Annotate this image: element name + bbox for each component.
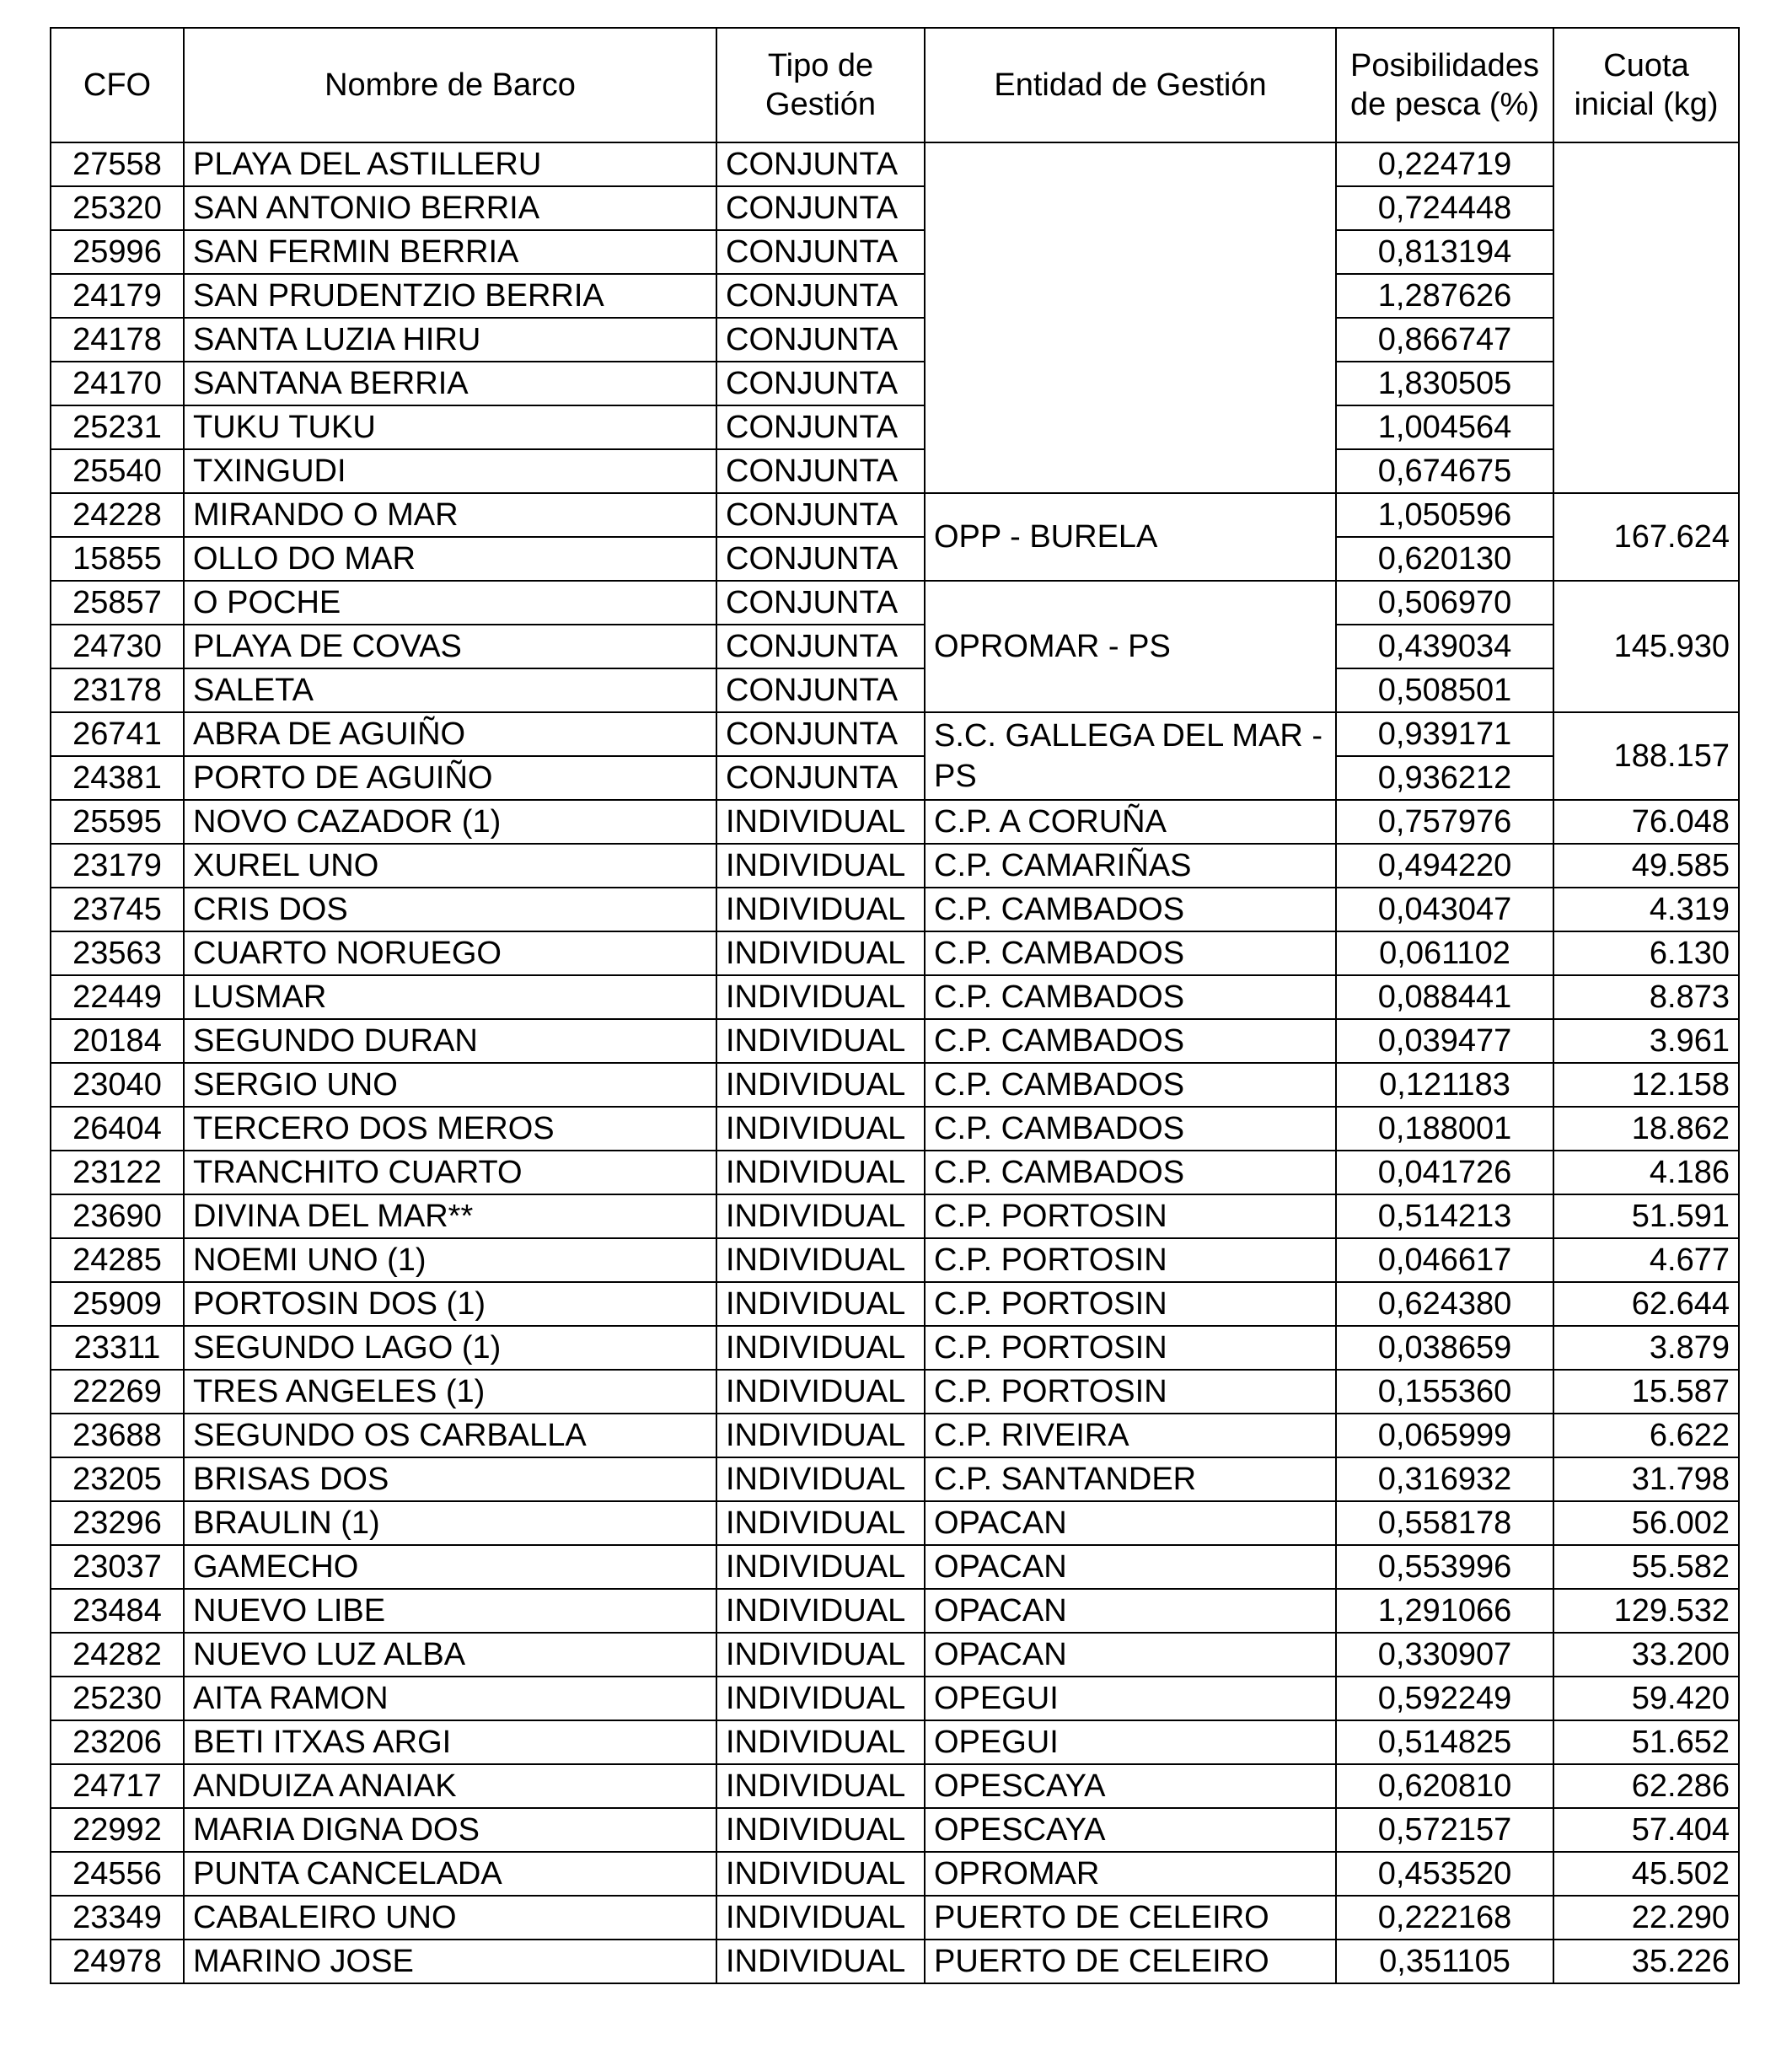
- management-type-cell: INDIVIDUAL: [716, 1414, 925, 1457]
- cfo-cell: 23179: [51, 844, 184, 888]
- vessel-name-cell: SAN PRUDENTZIO BERRIA: [184, 274, 716, 318]
- initial-quota-cell: 18.862: [1553, 1107, 1739, 1151]
- initial-quota-cell: 57.404: [1553, 1808, 1739, 1852]
- vessel-name-cell: MARINO JOSE: [184, 1940, 716, 1983]
- fishing-share-cell: 0,620130: [1336, 537, 1553, 581]
- table-row: [51, 1282, 1739, 1326]
- fishing-share-cell: 0,514213: [1336, 1194, 1553, 1238]
- vessel-name-cell: AITA RAMON: [184, 1677, 716, 1720]
- fishing-share-cell: 0,043047: [1336, 888, 1553, 931]
- fishing-share-cell: 0,330907: [1336, 1633, 1553, 1677]
- fishing-share-cell: 0,624380: [1336, 1282, 1553, 1326]
- cfo-cell: 26741: [51, 712, 184, 756]
- cfo-cell: 23349: [51, 1896, 184, 1940]
- management-type-cell: CONJUNTA: [716, 142, 925, 186]
- vessel-name-cell: PORTOSIN DOS (1): [184, 1282, 716, 1326]
- management-entity-cell: OPROMAR - PS: [925, 581, 1336, 712]
- table-row: [51, 1151, 1739, 1194]
- table-row: [51, 186, 1739, 230]
- management-entity-cell: OPROMAR: [925, 1852, 1336, 1896]
- initial-quota-cell: 56.002: [1553, 1501, 1739, 1545]
- management-type-cell: INDIVIDUAL: [716, 1720, 925, 1764]
- vessel-name-cell: PORTO DE AGUIÑO: [184, 756, 716, 800]
- table-row: [51, 581, 1739, 625]
- initial-quota-cell: 55.582: [1553, 1545, 1739, 1589]
- cfo-cell: 22449: [51, 975, 184, 1019]
- management-type-cell: CONJUNTA: [716, 230, 925, 274]
- fishing-share-cell: 0,316932: [1336, 1457, 1553, 1501]
- initial-quota-cell: 8.873: [1553, 975, 1739, 1019]
- management-entity-cell: S.C. GALLEGA DEL MAR - PS: [925, 712, 1336, 800]
- vessel-name-cell: SAN FERMIN BERRIA: [184, 230, 716, 274]
- initial-quota-cell: 15.587: [1553, 1370, 1739, 1414]
- cfo-cell: 25857: [51, 581, 184, 625]
- cfo-cell: 23484: [51, 1589, 184, 1633]
- table-row: [51, 844, 1739, 888]
- vessel-name-cell: NOVO CAZADOR (1): [184, 800, 716, 844]
- initial-quota-cell: 33.200: [1553, 1633, 1739, 1677]
- cfo-cell: 26404: [51, 1107, 184, 1151]
- fishing-share-cell: 0,866747: [1336, 318, 1553, 362]
- management-type-cell: INDIVIDUAL: [716, 975, 925, 1019]
- vessel-name-cell: SERGIO UNO: [184, 1063, 716, 1107]
- initial-quota-cell: 3.879: [1553, 1326, 1739, 1370]
- fishing-share-cell: 0,592249: [1336, 1677, 1553, 1720]
- fishing-share-cell: 0,620810: [1336, 1764, 1553, 1808]
- vessel-name-cell: ABRA DE AGUIÑO: [184, 712, 716, 756]
- initial-quota-cell: 62.644: [1553, 1282, 1739, 1326]
- management-entity-cell: C.P. RIVEIRA: [925, 1414, 1336, 1457]
- cfo-cell: 23296: [51, 1501, 184, 1545]
- fishing-share-cell: 1,291066: [1336, 1589, 1553, 1633]
- management-entity-cell: OPACAN: [925, 1633, 1336, 1677]
- fishing-share-cell: 0,121183: [1336, 1063, 1553, 1107]
- cfo-cell: 24228: [51, 493, 184, 537]
- vessel-name-cell: SANTANA BERRIA: [184, 362, 716, 405]
- table-row: [51, 274, 1739, 318]
- table-row: [51, 1414, 1739, 1457]
- cfo-cell: 23122: [51, 1151, 184, 1194]
- management-type-cell: CONJUNTA: [716, 449, 925, 493]
- fishing-share-cell: 1,050596: [1336, 493, 1553, 537]
- management-type-cell: INDIVIDUAL: [716, 1764, 925, 1808]
- management-type-cell: CONJUNTA: [716, 625, 925, 668]
- fishing-share-cell: 0,155360: [1336, 1370, 1553, 1414]
- management-type-cell: CONJUNTA: [716, 756, 925, 800]
- fishing-share-cell: 1,287626: [1336, 274, 1553, 318]
- initial-quota-cell: 145.930: [1553, 581, 1739, 712]
- cfo-cell: 23688: [51, 1414, 184, 1457]
- management-type-cell: CONJUNTA: [716, 581, 925, 625]
- initial-quota-cell: 51.591: [1553, 1194, 1739, 1238]
- vessel-name-cell: MARIA DIGNA DOS: [184, 1808, 716, 1852]
- vessel-name-cell: CUARTO NORUEGO: [184, 931, 716, 975]
- initial-quota-cell: 3.961: [1553, 1019, 1739, 1063]
- table-row: [51, 756, 1739, 800]
- management-type-cell: INDIVIDUAL: [716, 1896, 925, 1940]
- table-row: [51, 537, 1739, 581]
- table-row: [51, 1238, 1739, 1282]
- management-entity-cell: PUERTO DE CELEIRO: [925, 1896, 1336, 1940]
- management-entity-cell: C.P. A CORUÑA: [925, 800, 1336, 844]
- fishing-share-cell: 0,039477: [1336, 1019, 1553, 1063]
- initial-quota-cell: 76.048: [1553, 800, 1739, 844]
- initial-quota-cell: 4.319: [1553, 888, 1739, 931]
- table-row: [51, 1677, 1739, 1720]
- management-entity-cell: C.P. CAMBADOS: [925, 1019, 1336, 1063]
- table-row: [51, 888, 1739, 931]
- fishing-share-cell: 0,674675: [1336, 449, 1553, 493]
- vessel-name-cell: LUSMAR: [184, 975, 716, 1019]
- cfo-cell: 22269: [51, 1370, 184, 1414]
- cfo-cell: 20184: [51, 1019, 184, 1063]
- management-type-cell: INDIVIDUAL: [716, 888, 925, 931]
- cfo-cell: 25320: [51, 186, 184, 230]
- management-entity-cell: C.P. CAMBADOS: [925, 1151, 1336, 1194]
- management-type-cell: INDIVIDUAL: [716, 1852, 925, 1896]
- vessel-name-cell: TXINGUDI: [184, 449, 716, 493]
- management-entity-cell: PUERTO DE CELEIRO: [925, 1940, 1336, 1983]
- initial-quota-cell: [1553, 142, 1739, 493]
- fishing-share-cell: 0,724448: [1336, 186, 1553, 230]
- initial-quota-cell: 45.502: [1553, 1852, 1739, 1896]
- table-row: [51, 1457, 1739, 1501]
- management-entity-cell: [925, 142, 1336, 493]
- cfo-cell: 25909: [51, 1282, 184, 1326]
- table-row: [51, 800, 1739, 844]
- vessel-name-cell: SEGUNDO LAGO (1): [184, 1326, 716, 1370]
- management-type-cell: INDIVIDUAL: [716, 1633, 925, 1677]
- vessel-name-cell: BETI ITXAS ARGI: [184, 1720, 716, 1764]
- management-entity-cell: C.P. PORTOSIN: [925, 1282, 1336, 1326]
- cfo-cell: 23690: [51, 1194, 184, 1238]
- header-posibilidades: Posibilidades de pesca (%): [1336, 28, 1553, 142]
- cfo-cell: 24978: [51, 1940, 184, 1983]
- header-nombre: Nombre de Barco: [184, 28, 716, 142]
- management-entity-cell: C.P. CAMBADOS: [925, 1107, 1336, 1151]
- vessel-name-cell: OLLO DO MAR: [184, 537, 716, 581]
- fishing-share-cell: 0,558178: [1336, 1501, 1553, 1545]
- vessel-name-cell: TERCERO DOS MEROS: [184, 1107, 716, 1151]
- fishing-share-cell: 0,514825: [1336, 1720, 1553, 1764]
- initial-quota-cell: 188.157: [1553, 712, 1739, 800]
- management-entity-cell: OPP - BURELA: [925, 493, 1336, 581]
- initial-quota-cell: 51.652: [1553, 1720, 1739, 1764]
- cfo-cell: 27558: [51, 142, 184, 186]
- fishing-share-cell: 0,936212: [1336, 756, 1553, 800]
- management-type-cell: CONJUNTA: [716, 318, 925, 362]
- management-type-cell: INDIVIDUAL: [716, 1501, 925, 1545]
- fishing-share-cell: 0,065999: [1336, 1414, 1553, 1457]
- management-type-cell: INDIVIDUAL: [716, 1677, 925, 1720]
- table-row: [51, 142, 1739, 186]
- cfo-cell: 23745: [51, 888, 184, 931]
- table-row: [51, 1370, 1739, 1414]
- management-type-cell: INDIVIDUAL: [716, 1457, 925, 1501]
- initial-quota-cell: 62.286: [1553, 1764, 1739, 1808]
- vessel-name-cell: XUREL UNO: [184, 844, 716, 888]
- vessel-name-cell: TUKU TUKU: [184, 405, 716, 449]
- management-type-cell: CONJUNTA: [716, 712, 925, 756]
- fishing-share-cell: 1,830505: [1336, 362, 1553, 405]
- cfo-cell: 24170: [51, 362, 184, 405]
- management-type-cell: INDIVIDUAL: [716, 1194, 925, 1238]
- table-row: [51, 931, 1739, 975]
- cfo-cell: 25540: [51, 449, 184, 493]
- management-entity-cell: C.P. PORTOSIN: [925, 1370, 1336, 1414]
- vessel-name-cell: PUNTA CANCELADA: [184, 1852, 716, 1896]
- management-type-cell: CONJUNTA: [716, 362, 925, 405]
- cfo-cell: 25230: [51, 1677, 184, 1720]
- table-row: [51, 1326, 1739, 1370]
- vessel-name-cell: O POCHE: [184, 581, 716, 625]
- table-row: [51, 1940, 1739, 1983]
- vessel-name-cell: SAN ANTONIO BERRIA: [184, 186, 716, 230]
- initial-quota-cell: 35.226: [1553, 1940, 1739, 1983]
- table-row: [51, 318, 1739, 362]
- management-type-cell: CONJUNTA: [716, 405, 925, 449]
- management-type-cell: INDIVIDUAL: [716, 1326, 925, 1370]
- management-entity-cell: C.P. CAMBADOS: [925, 931, 1336, 975]
- initial-quota-cell: 4.186: [1553, 1151, 1739, 1194]
- cfo-cell: 23563: [51, 931, 184, 975]
- vessel-name-cell: NUEVO LIBE: [184, 1589, 716, 1633]
- vessel-name-cell: TRES ANGELES (1): [184, 1370, 716, 1414]
- management-type-cell: INDIVIDUAL: [716, 1808, 925, 1852]
- vessel-name-cell: SEGUNDO DURAN: [184, 1019, 716, 1063]
- table-row: [51, 1063, 1739, 1107]
- cfo-cell: 23040: [51, 1063, 184, 1107]
- fishing-share-cell: 0,508501: [1336, 668, 1553, 712]
- cfo-cell: 24717: [51, 1764, 184, 1808]
- management-entity-cell: OPACAN: [925, 1501, 1336, 1545]
- table-row: [51, 1501, 1739, 1545]
- initial-quota-cell: 167.624: [1553, 493, 1739, 581]
- header-entidad: Entidad de Gestión: [925, 28, 1336, 142]
- table-row: [51, 230, 1739, 274]
- vessel-name-cell: CABALEIRO UNO: [184, 1896, 716, 1940]
- table-row: [51, 362, 1739, 405]
- vessel-name-cell: ANDUIZA ANAIAK: [184, 1764, 716, 1808]
- cfo-cell: 24179: [51, 274, 184, 318]
- management-type-cell: INDIVIDUAL: [716, 1238, 925, 1282]
- table-row: [51, 1896, 1739, 1940]
- initial-quota-cell: 6.622: [1553, 1414, 1739, 1457]
- header-cfo: CFO: [51, 28, 184, 142]
- management-entity-cell: C.P. PORTOSIN: [925, 1238, 1336, 1282]
- fishing-share-cell: 0,453520: [1336, 1852, 1553, 1896]
- cfo-cell: 22992: [51, 1808, 184, 1852]
- fishing-share-cell: 0,041726: [1336, 1151, 1553, 1194]
- table-row: [51, 1589, 1739, 1633]
- vessel-name-cell: BRISAS DOS: [184, 1457, 716, 1501]
- management-type-cell: INDIVIDUAL: [716, 931, 925, 975]
- cfo-cell: 25231: [51, 405, 184, 449]
- cfo-cell: 24556: [51, 1852, 184, 1896]
- table-row: [51, 975, 1739, 1019]
- fishing-share-cell: 0,188001: [1336, 1107, 1553, 1151]
- fishing-share-cell: 0,439034: [1336, 625, 1553, 668]
- fishing-share-cell: 1,004564: [1336, 405, 1553, 449]
- management-type-cell: CONJUNTA: [716, 274, 925, 318]
- management-type-cell: INDIVIDUAL: [716, 1940, 925, 1983]
- fishing-share-cell: 0,939171: [1336, 712, 1553, 756]
- cfo-cell: 25996: [51, 230, 184, 274]
- cfo-cell: 24282: [51, 1633, 184, 1677]
- cfo-cell: 25595: [51, 800, 184, 844]
- vessel-name-cell: PLAYA DE COVAS: [184, 625, 716, 668]
- table-row: [51, 1852, 1739, 1896]
- cfo-cell: 23311: [51, 1326, 184, 1370]
- cfo-cell: 23206: [51, 1720, 184, 1764]
- management-entity-cell: C.P. CAMBADOS: [925, 888, 1336, 931]
- cfo-cell: 23037: [51, 1545, 184, 1589]
- table-row: [51, 625, 1739, 668]
- vessel-name-cell: DIVINA DEL MAR**: [184, 1194, 716, 1238]
- header-cuota: Cuota inicial (kg): [1553, 28, 1739, 142]
- fishing-share-cell: 0,572157: [1336, 1808, 1553, 1852]
- management-type-cell: INDIVIDUAL: [716, 800, 925, 844]
- table-row: [51, 712, 1739, 756]
- management-entity-cell: OPESCAYA: [925, 1808, 1336, 1852]
- cfo-cell: 24381: [51, 756, 184, 800]
- table-row: [51, 1808, 1739, 1852]
- initial-quota-cell: 12.158: [1553, 1063, 1739, 1107]
- management-entity-cell: C.P. PORTOSIN: [925, 1326, 1336, 1370]
- management-entity-cell: C.P. SANTANDER: [925, 1457, 1336, 1501]
- management-type-cell: INDIVIDUAL: [716, 1370, 925, 1414]
- fishing-share-cell: 0,222168: [1336, 1896, 1553, 1940]
- fishing-share-cell: 0,757976: [1336, 800, 1553, 844]
- management-entity-cell: OPEGUI: [925, 1677, 1336, 1720]
- management-type-cell: INDIVIDUAL: [716, 1063, 925, 1107]
- fishing-share-cell: 0,553996: [1336, 1545, 1553, 1589]
- management-type-cell: CONJUNTA: [716, 186, 925, 230]
- fishing-quota-table: [50, 27, 1740, 1984]
- management-type-cell: CONJUNTA: [716, 668, 925, 712]
- table-row: [51, 405, 1739, 449]
- management-type-cell: INDIVIDUAL: [716, 844, 925, 888]
- vessel-name-cell: MIRANDO O MAR: [184, 493, 716, 537]
- cfo-cell: 15855: [51, 537, 184, 581]
- vessel-name-cell: PLAYA DEL ASTILLERU: [184, 142, 716, 186]
- cfo-cell: 24285: [51, 1238, 184, 1282]
- management-type-cell: INDIVIDUAL: [716, 1545, 925, 1589]
- table-row: [51, 1107, 1739, 1151]
- fishing-share-cell: 0,061102: [1336, 931, 1553, 975]
- management-type-cell: INDIVIDUAL: [716, 1019, 925, 1063]
- management-type-cell: CONJUNTA: [716, 493, 925, 537]
- vessel-name-cell: SANTA LUZIA HIRU: [184, 318, 716, 362]
- table-row: [51, 1545, 1739, 1589]
- initial-quota-cell: 129.532: [1553, 1589, 1739, 1633]
- table-row: [51, 1764, 1739, 1808]
- fishing-share-cell: 0,506970: [1336, 581, 1553, 625]
- initial-quota-cell: 22.290: [1553, 1896, 1739, 1940]
- management-type-cell: INDIVIDUAL: [716, 1151, 925, 1194]
- vessel-name-cell: TRANCHITO CUARTO: [184, 1151, 716, 1194]
- fishing-share-cell: 0,813194: [1336, 230, 1553, 274]
- management-entity-cell: OPACAN: [925, 1545, 1336, 1589]
- management-type-cell: INDIVIDUAL: [716, 1589, 925, 1633]
- management-entity-cell: C.P. CAMBADOS: [925, 1063, 1336, 1107]
- table-row: [51, 493, 1739, 537]
- cfo-cell: 24730: [51, 625, 184, 668]
- cfo-cell: 24178: [51, 318, 184, 362]
- management-type-cell: INDIVIDUAL: [716, 1107, 925, 1151]
- initial-quota-cell: 6.130: [1553, 931, 1739, 975]
- management-entity-cell: OPACAN: [925, 1589, 1336, 1633]
- vessel-name-cell: NOEMI UNO (1): [184, 1238, 716, 1282]
- fishing-share-cell: 0,351105: [1336, 1940, 1553, 1983]
- table-row: [51, 1633, 1739, 1677]
- management-type-cell: CONJUNTA: [716, 537, 925, 581]
- vessel-name-cell: SALETA: [184, 668, 716, 712]
- initial-quota-cell: 31.798: [1553, 1457, 1739, 1501]
- cfo-cell: 23205: [51, 1457, 184, 1501]
- header-row: [51, 28, 1739, 142]
- table-row: [51, 668, 1739, 712]
- initial-quota-cell: 49.585: [1553, 844, 1739, 888]
- fishing-share-cell: 0,038659: [1336, 1326, 1553, 1370]
- management-entity-cell: OPEGUI: [925, 1720, 1336, 1764]
- management-entity-cell: C.P. CAMARIÑAS: [925, 844, 1336, 888]
- management-entity-cell: OPESCAYA: [925, 1764, 1336, 1808]
- table-row: [51, 449, 1739, 493]
- table-row: [51, 1194, 1739, 1238]
- vessel-name-cell: CRIS DOS: [184, 888, 716, 931]
- table-row: [51, 1019, 1739, 1063]
- vessel-name-cell: BRAULIN (1): [184, 1501, 716, 1545]
- initial-quota-cell: 59.420: [1553, 1677, 1739, 1720]
- fishing-share-cell: 0,046617: [1336, 1238, 1553, 1282]
- vessel-name-cell: NUEVO LUZ ALBA: [184, 1633, 716, 1677]
- management-entity-cell: C.P. PORTOSIN: [925, 1194, 1336, 1238]
- cfo-cell: 23178: [51, 668, 184, 712]
- header-tipo: Tipo de Gestión: [716, 28, 925, 142]
- fishing-share-cell: 0,494220: [1336, 844, 1553, 888]
- management-type-cell: INDIVIDUAL: [716, 1282, 925, 1326]
- fishing-share-cell: 0,224719: [1336, 142, 1553, 186]
- table-row: [51, 1720, 1739, 1764]
- vessel-name-cell: GAMECHO: [184, 1545, 716, 1589]
- management-entity-cell: C.P. CAMBADOS: [925, 975, 1336, 1019]
- fishing-share-cell: 0,088441: [1336, 975, 1553, 1019]
- vessel-name-cell: SEGUNDO OS CARBALLA: [184, 1414, 716, 1457]
- initial-quota-cell: 4.677: [1553, 1238, 1739, 1282]
